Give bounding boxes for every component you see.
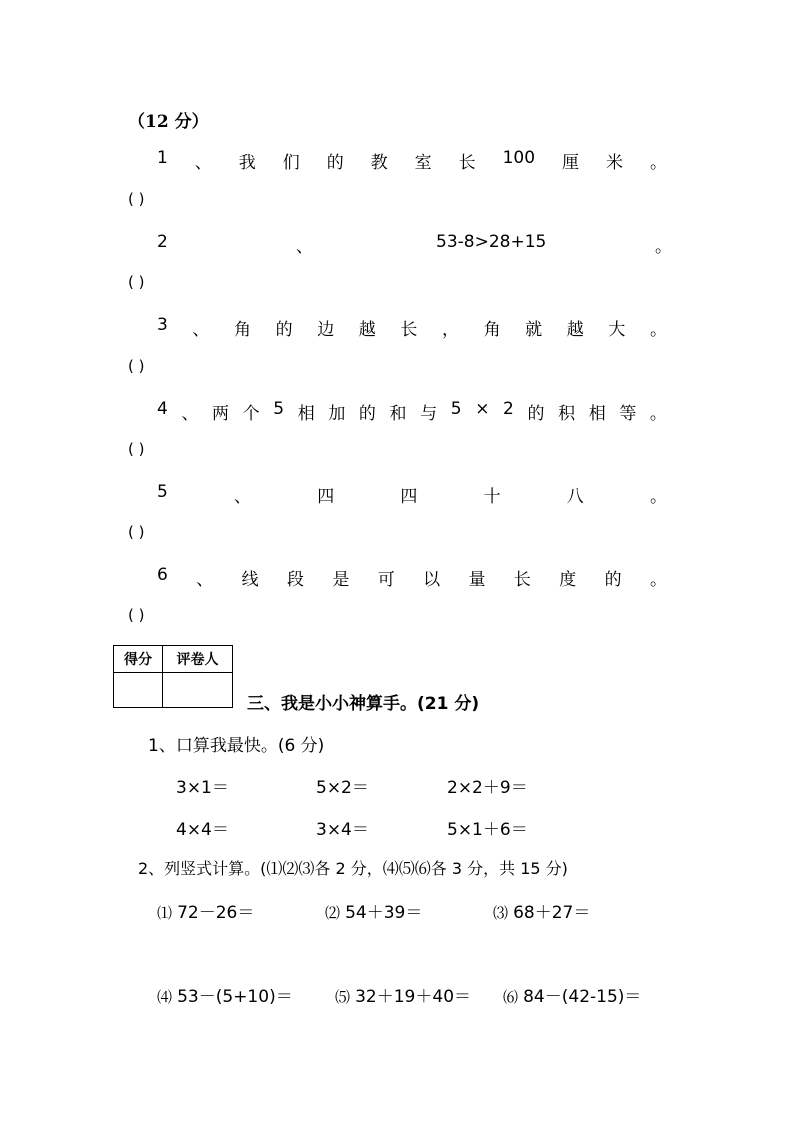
item-char: 四 <box>400 487 418 507</box>
item-char: 量 <box>468 570 486 590</box>
q2-item <box>157 982 293 1007</box>
item-char: 八 <box>566 487 584 507</box>
item-char: 角 <box>483 320 501 340</box>
q2-expr: 72－26＝ <box>177 903 255 923</box>
answer-paren-3[interactable]: ( ) <box>128 357 145 375</box>
item-number: 6 <box>157 565 168 585</box>
item-char: 角 <box>234 320 252 340</box>
item-char: 就 <box>525 320 543 340</box>
answer-paren-4[interactable]: ( ) <box>128 440 145 458</box>
q1-title: 1、口算我最快。(6 分) <box>148 736 325 756</box>
item-char: 加 <box>328 404 346 424</box>
item-char: 十 <box>483 487 501 507</box>
item-char: 厘 <box>562 153 579 173</box>
item-char: 以 <box>423 570 441 590</box>
item-number: 1 <box>157 148 168 168</box>
item-char: 相 <box>297 404 315 424</box>
item-char: 长 <box>458 153 476 173</box>
q2-label: ⑸ <box>335 988 351 1006</box>
answer-paren-6[interactable]: ( ) <box>128 606 145 624</box>
judge-item-1 <box>157 148 667 173</box>
item-char: 长 <box>513 570 531 590</box>
item-sep: 、 <box>234 487 252 507</box>
grader-header: 评卷人 <box>163 646 233 673</box>
answer-paren-5[interactable]: ( ) <box>128 523 145 541</box>
q2-label: ⑵ <box>325 904 341 922</box>
judge-item-4 <box>157 399 667 424</box>
item-number: 5 <box>157 482 168 502</box>
section3-title: 三、我是小小神算手。(21 分) <box>247 694 480 714</box>
item-sep: 、 <box>196 570 214 590</box>
item-char: 的 <box>275 320 293 340</box>
item-char: 与 <box>420 404 438 424</box>
q1-item: 2×2＋9＝ <box>447 778 528 798</box>
item-char: 是 <box>332 570 350 590</box>
q2-item <box>503 982 641 1007</box>
item-char: 边 <box>317 320 335 340</box>
q2-label: ⑷ <box>157 988 173 1006</box>
item-end: 。 <box>649 487 667 507</box>
item-end: 。 <box>649 404 667 424</box>
item-char: 室 <box>414 153 432 173</box>
q2-expr: 84－(42-15)＝ <box>523 987 642 1007</box>
item-char: 的 <box>358 404 376 424</box>
q2-expr: 54＋39＝ <box>345 903 423 923</box>
q2-item <box>335 982 471 1007</box>
score-cell[interactable] <box>114 673 163 708</box>
item-sep: 、 <box>194 153 212 173</box>
item-sep: 、 <box>296 237 313 257</box>
item-number: 2 <box>157 232 168 252</box>
q2-title: 2、列竖式计算。(⑴⑵⑶各 2 分，⑷⑸⑹各 3 分，共 15 分) <box>138 859 568 878</box>
q1-item: 3×1＝ <box>176 778 229 798</box>
item-char: 越 <box>566 320 584 340</box>
section-points: （12 分） <box>128 112 209 132</box>
item-end: 。 <box>649 320 667 340</box>
item-char: 积 <box>558 404 576 424</box>
item-char: 5 <box>273 399 285 419</box>
item-end: 。 <box>655 237 672 257</box>
item-end: 。 <box>649 570 667 590</box>
item-char: 可 <box>377 570 395 590</box>
q2-item <box>325 898 422 923</box>
item-char: 大 <box>608 320 626 340</box>
item-end: 。 <box>649 153 667 173</box>
judge-item-5 <box>157 482 667 507</box>
judge-item-3 <box>157 315 667 340</box>
item-char: 的 <box>326 153 344 173</box>
q2-label: ⑹ <box>503 988 519 1006</box>
q2-label: ⑶ <box>493 904 509 922</box>
q2-expr: 53－(5+10)＝ <box>177 987 293 1007</box>
score-header: 得分 <box>114 646 163 673</box>
q2-label: ⑴ <box>157 904 173 922</box>
item-char: 2 <box>503 399 514 419</box>
score-table <box>113 645 233 708</box>
q2-expr: 68＋27＝ <box>513 903 591 923</box>
item-char: 的 <box>527 404 545 424</box>
item-char: 5 <box>450 399 462 419</box>
q1-item: 3×4＝ <box>316 820 369 840</box>
item-char: 度 <box>559 570 577 590</box>
item-char: 教 <box>370 153 388 173</box>
item-char: 们 <box>282 153 300 173</box>
item-expr: 53-8>28+15 <box>436 232 547 252</box>
item-char: 两 <box>212 404 230 424</box>
item-char: 100 <box>502 148 536 168</box>
item-char: ， <box>441 320 459 340</box>
item-number: 4 <box>157 399 168 419</box>
item-sep: 、 <box>181 404 199 424</box>
item-char: 四 <box>317 487 335 507</box>
grader-cell[interactable] <box>163 673 233 708</box>
item-char: 等 <box>619 404 637 424</box>
judge-item-6 <box>157 565 667 590</box>
q1-item: 4×4＝ <box>176 820 229 840</box>
answer-paren-1[interactable]: ( ) <box>128 190 145 208</box>
item-char: 越 <box>358 320 376 340</box>
item-number: 3 <box>157 315 168 335</box>
item-char: 线 <box>241 570 259 590</box>
item-char: × <box>475 399 490 419</box>
item-char: 段 <box>286 570 304 590</box>
item-char: 我 <box>238 153 256 173</box>
q2-expr: 32＋19＋40＝ <box>355 987 472 1007</box>
item-char: 个 <box>242 404 260 424</box>
q1-item: 5×1＋6＝ <box>447 820 528 840</box>
answer-paren-2[interactable]: ( ) <box>128 273 145 291</box>
q2-item <box>493 898 590 923</box>
item-char: 米 <box>605 153 623 173</box>
item-char: 相 <box>588 404 606 424</box>
q2-item <box>157 898 254 923</box>
item-char: 的 <box>604 570 622 590</box>
item-sep: 、 <box>192 320 210 340</box>
item-char: 长 <box>400 320 418 340</box>
item-char: 和 <box>389 404 407 424</box>
q1-item: 5×2＝ <box>316 778 369 798</box>
